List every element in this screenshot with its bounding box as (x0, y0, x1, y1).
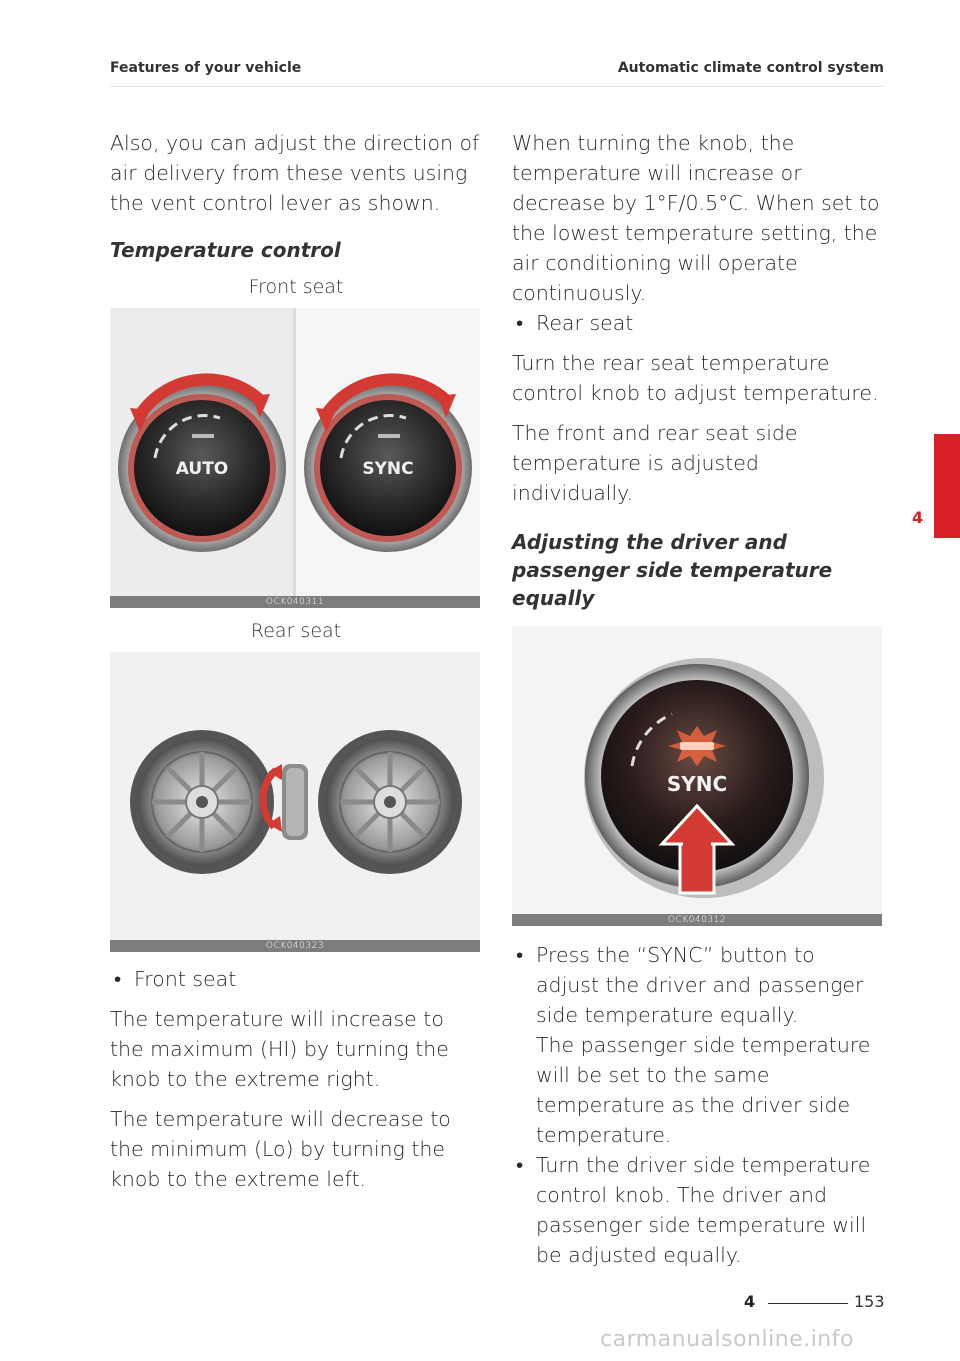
equal-temperature-heading: Adjusting the driver and passenger side temperature equally (512, 530, 833, 610)
front-figure-code: OCK040311 (110, 596, 480, 608)
header-divider (110, 86, 884, 87)
front-seat-bullet (110, 964, 482, 994)
auto-knob (118, 379, 286, 552)
individual-adjust-paragraph: The front and rear seat side temperature is adjusted individually. (512, 421, 798, 505)
rear-vents-illustration (110, 652, 480, 952)
sync-figure-code: OCK040312 (512, 914, 882, 926)
footer-divider (768, 1303, 848, 1304)
temperature-control-heading: Temperature control (110, 238, 341, 262)
footer-page-number: 153 (854, 1292, 885, 1311)
bullet-dot: • (516, 1153, 524, 1177)
front-seat-bullet-text: Front seat (134, 967, 237, 991)
auto-button-label: AUTO (175, 459, 229, 479)
rear-seat-caption: Rear seat (250, 620, 342, 642)
rear-seat-bullet-text: Rear seat (536, 311, 634, 335)
rear-figure-code: OCK040323 (110, 940, 480, 952)
front-seat-caption: Front seat (248, 276, 344, 298)
rear-vent-right (318, 730, 462, 874)
rear-knob-paragraph: Turn the rear seat temperature control knob to adjust temperature. (512, 351, 879, 405)
temperature-max-paragraph: The temperature will increase to the maximum (HI) by turning the knob to the extreme right. (110, 1007, 449, 1091)
sync-press-bullet-text: Press the “SYNC” button to adjust the driver and passenger side temperature equally. (536, 943, 864, 1027)
sync-button-illustration (512, 626, 882, 926)
driver-knob-bullet-text: Turn the driver side temperature control knob. The driver and passenger side temperature will be adjusted equally. (536, 1153, 871, 1267)
sync-knob-label: SYNC (666, 772, 728, 796)
header-section-title: Automatic climate control system (617, 60, 884, 76)
front-seat-figure (110, 308, 480, 608)
knob-step-paragraph: When turning the knob, the temperature will increase or decrease by 1°F/0.5°C. When set to the lowest temperature setting, the air conditioning will operate continuously. (512, 131, 880, 305)
sync-button-label: SYNC (362, 459, 414, 479)
sync-knob (304, 379, 472, 552)
driver-knob-bullet (512, 1150, 884, 1270)
left-column (110, 128, 482, 1204)
header-chapter-title: Features of your vehicle (110, 60, 302, 76)
temperature-min-paragraph: The temperature will decrease to the minimum (Lo) by turning the knob to the extreme left. (110, 1107, 451, 1191)
sync-press-bullet (512, 940, 884, 1030)
sync-press-subtext: The passenger side temperature will be set to the same temperature as the driver side temperature. (536, 1033, 871, 1147)
footer-chapter-number: 4 (744, 1292, 756, 1311)
watermark-text: carmanualsonline.info (600, 1327, 854, 1352)
rear-vent-left (130, 730, 274, 874)
bullet-dot: • (516, 943, 524, 967)
rear-seat-bullet (512, 308, 884, 338)
bullet-dot: • (114, 967, 122, 991)
chapter-tab-marker (934, 434, 960, 538)
bullet-dot: • (516, 311, 524, 335)
right-column (512, 128, 884, 1270)
sync-figure (512, 626, 882, 926)
front-knobs-illustration (110, 308, 480, 608)
rear-seat-figure (110, 652, 480, 952)
chapter-tab-number: 4 (912, 508, 924, 527)
intro-paragraph: Also, you can adjust the direction of air delivery from these vents using the vent control lever as shown. (110, 131, 480, 215)
